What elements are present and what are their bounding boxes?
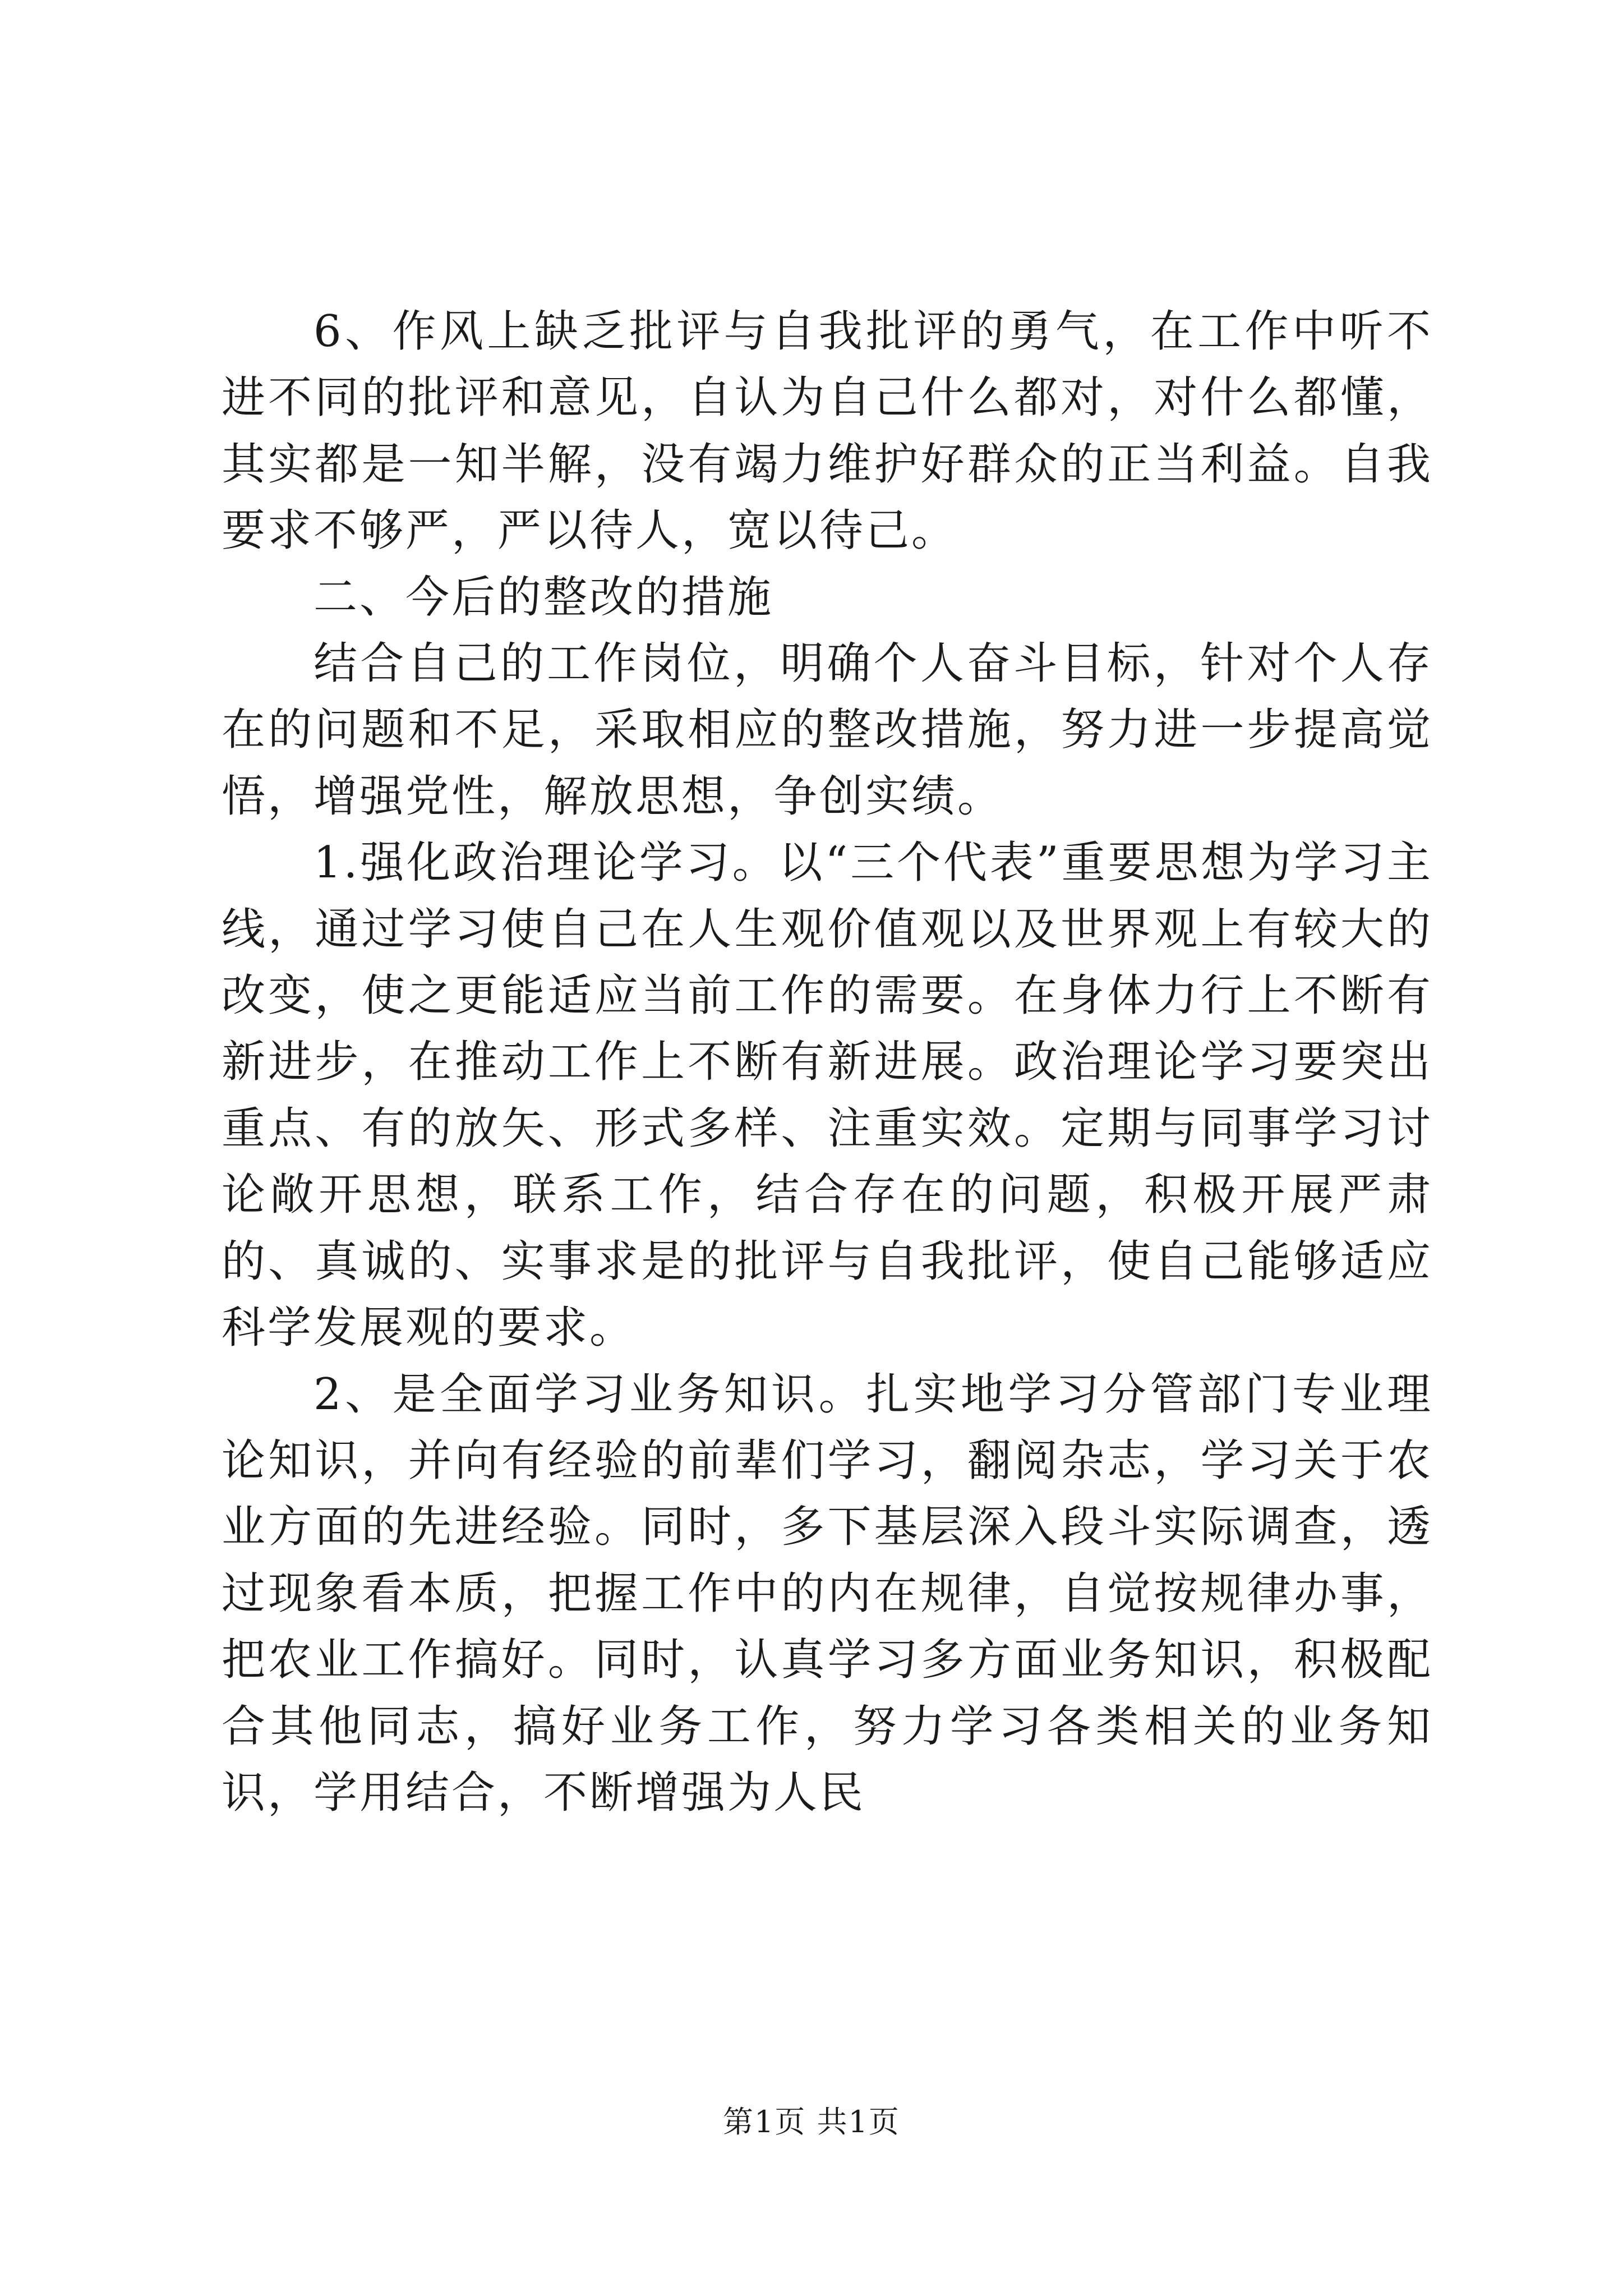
paragraph-political-theory: 1.强化政治理论学习。以“三个代表”重要思想为学习主线，通过学习使自己在人生观价值观以及世界观上有较大的改变，使之更能适应当前工作的需要。在身体力行上不断有新进步，在推动工作上不断有新进展。政治理论学习要突出重点、有的放矢、形式多样、注重实效。定期与同事学习讨论敞开思想，联系工作，结合存在的问题，积极开展严肃的、真诚的、实事求是的批评与自我批评，使自己能够适应科学发展观的要求。 (222, 838, 1433, 1354)
paragraph-business-knowledge: 2、是全面学习业务知识。扎实地学习分管部门专业理论知识，并向有经验的前辈们学习，翻阅杂志，学习关于农业方面的先进经验。同时，多下基层深入段斗实际调查，透过现象看本质，把握工作中的内在规律，自觉按规律办事，把农业工作搞好。同时，认真学习多方面业务知识，积极配合其他同志，搞好业务工作，努力学习各类相关的业务知识，学用结合，不断增强为人民 (222, 1369, 1433, 1818)
document-body (222, 298, 1433, 1826)
page-footer: 第1页 共1页 (723, 2104, 900, 2139)
paragraph-goals: 结合自己的工作岗位，明确个人奋斗目标，针对个人存在的问题和不足，采取相应的整改措施，努力进一步提高觉悟，增强党性，解放思想，争创实绩。 (222, 638, 1433, 822)
section-heading-rectification: 二、今后的整改的措施 (313, 572, 774, 623)
paragraph-self-criticism: 6、作风上缺乏批评与自我批评的勇气，在工作中听不进不同的批评和意见，自认为自己什么都对，对什么都懂，其实都是一知半解，没有竭力维护好群众的正当利益。自我要求不够严，严以待人，宽以待己。 (222, 306, 1433, 556)
